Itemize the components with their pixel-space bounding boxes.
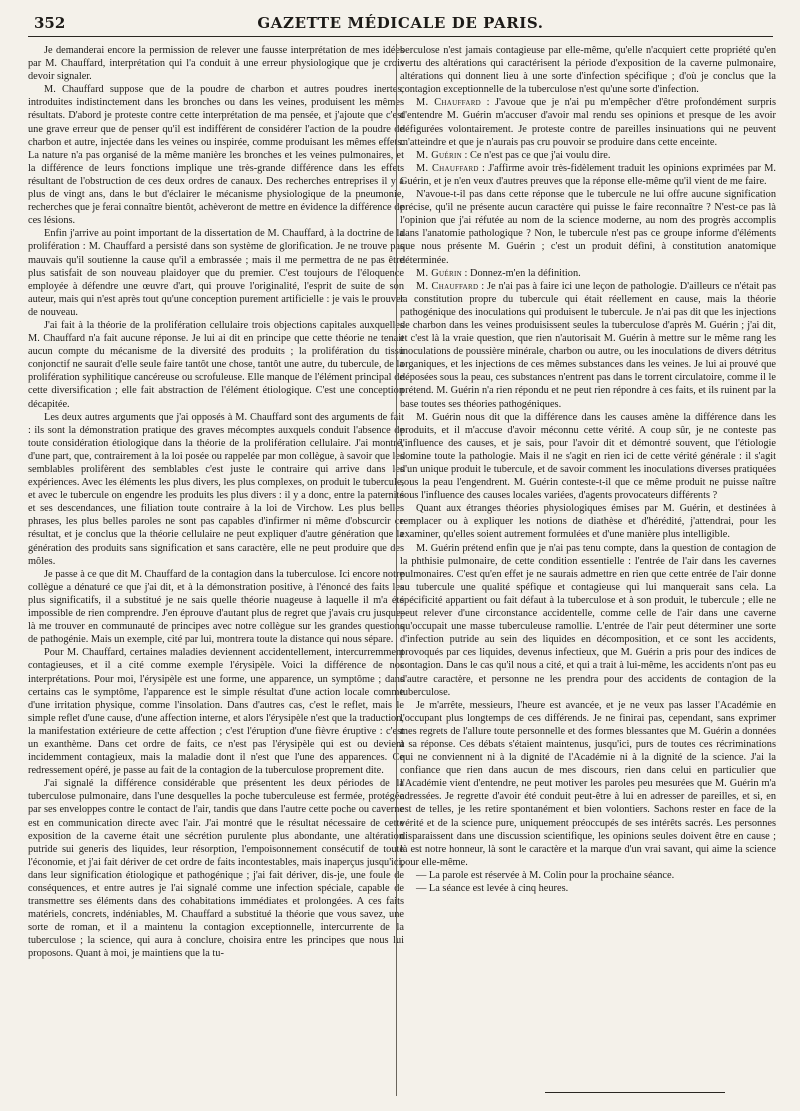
paragraph xyxy=(28,319,404,411)
paragraph-text: : Donnez-m'en la définition. xyxy=(461,267,581,279)
paragraph xyxy=(400,699,776,869)
paragraph xyxy=(28,777,404,960)
paragraph-text: M. Guérin prétend enfin que je n'ai pas tenu compte, dans la question de contagion de la phthisie pulmonaire, de cette condition essentielle : l'entrée de l'air dans les cavernes pulmonaires. C'est qu'en effet je ne saurais admettre en rien que cette entrée de l'air donne au tubercule une qualité spéfique et contagieuse qui lui manquerait sans cela. La spécificité appartient ou fait défaut à la tuberculose et à son produit, le tubercule ; elle ne peut relever d'une circonstance accidentelle, comme celle de l'air dans une caverne qu'occupait une masse tuberculeuse ramollie. L'entrée de l'air peut déterminer une sorte d'infection putride au sein des liquides en décomposition, et ce sont les accidents, provoqués par ces liquides, devenus infectieux, que M. Guérin a pris pour des indices de contagion. Dans le cas qu'il nous a cité, et qui a trait à lui-même, les accidents n'ont pas eu d'autre caractère, et personne ne les prendra pour des accidents de contagion de la tuberculose. xyxy=(400,542,776,698)
paragraph-text: Je demanderai encore la permission de relever une fausse interprétation de mes idées par M. Chauffard, interprétation qui l'a conduit à une erreur physiologique que je crois devoir signaler. xyxy=(28,45,404,83)
paragraph-text: : Ce n'est pas ce que j'ai voulu dire. xyxy=(461,149,611,161)
paragraph-text: J'ai signalé la différence considérable que présentent les deux périodes de la tuberculose pulmonaire, dans l'une desquelles la poche tuberculeuse est fermée, protégée par ses enveloppes contre le contact de l'air, tandis que dans l'autre cette poche ou caverne est en communication directe avec l'air. J'ai montré que le résultat nécessaire de cette exposition de la caverne était une sécrétion purulente plus abondante, une altération putride sui generis des liquides, leur résorption, l'empoisonnement consécutif de toute l'économie, et j'ai fait dériver de cet ordre de faits incontestables, mais inaperçus jusqu'ici, dans leur signification étiologique et pathogénique ; j'ai fait dériver, dis-je, une foule de conséquences, et entre autres je l'ai signalé comme une infection spéciale, capable de transmettre ses éléments dans des cohabitations immédiates et prolongées. A ces faits matériels, concrets, indéniables, M. Chauffard a substitué la théorie que vous savez, une sorte de roman, et il a maintenu la contagion exceptionnelle, intercurrente de la tuberculose ; la science, qui aura à conclure, choisira entre les principes que nous lui proposons. Quant à moi, je maintiens que la tu- xyxy=(28,778,404,960)
paragraph-text: N'avoue-t-il pas dans cette réponse que le tubercule ne lui offre aucune signification précise, qu'il ne présente aucun caractère qui puisse le faire reconnaître ? N'est-ce pas là l'opinion que j'ai réfutée au nom de la science moderne, au nom des progrès accomplis dans l'anatomie pathologique ? Non, le tubercule n'est pas ce groupe informe d'éléments que nous présente M. Guérin ; c'est un produit défini, à constitution anatomique déterminée. xyxy=(400,189,776,266)
paragraph xyxy=(28,646,404,777)
paragraph-text: M. Guérin nous dit que la différence dans les causes amène la différence dans les produits, et il m'accuse d'avoir méconnu cette vérité. A coup sûr, je ne conteste pas l'influence des causes, et je sais, pour l'avoir dit et démontré souvent, que l'étiologie domine toute la pathologie. Mais il ne s'agit en rien ici de cette vérité générale : il s'agit d'un unique produit le tubercule, et de savoir comment les inoculations diverses pratiquées sous la peau l'engendrent. M. Guérin conteste-t-il que ce même produit ne puisse naître sous l'influence des causes locales variées, d'agents provocateurs différents ? xyxy=(400,411,776,502)
speaker-name: M. Guérin xyxy=(416,267,462,279)
paragraph-text: Enfin j'arrive au point important de la dissertation de M. Chauffard, à la doctrine de la prolifération : M. Chauffard a persisté dans son système de glorification. Je ne trouve pas mauvais qu'il soutienne la cause qu'il a embrassée ; mais il me permettra de ne pas être plus satisfait de son nouveau plaidoyer que du premier. C'est toujours de l'éloquence employée à défendre une œuvre d'art, qui prouve l'originalité, l'esprit de suite de son auteur, mais qui n'est après tout qu'une conception purement artificielle : je vais le prouver de nouveau. xyxy=(28,228,404,318)
paragraph-text: berculose n'est jamais contagieuse par elle-même, qu'elle n'acquiert cette propriété qu'en vertu des altérations qui caractérisent la période d'exposition de la caverne pulmonaire, altérations qui donnent lieu à une sorte d'infection spécifique ; d'où je conclus que la contagion exceptionnelle de la tuberculose n'est qu'une sorte d'infection. xyxy=(400,45,776,96)
paragraph xyxy=(28,83,404,227)
paragraph xyxy=(400,188,776,267)
speaker-name: M. Guérin xyxy=(416,149,462,161)
end-rule xyxy=(545,1092,725,1093)
page-number: 352 xyxy=(34,14,66,32)
paragraph xyxy=(400,411,776,503)
journal-title: GAZETTE MÉDICALE DE PARIS. xyxy=(257,14,544,32)
paragraph xyxy=(400,44,776,96)
paragraph-text: Je m'arrête, messieurs, l'heure est avancée, et je ne veux pas lasser l'Académie en l'occupant plus longtemps de ces différends. Je ne finirai pas, cependant, sans exprimer mes regrets de l'allure toute personnelle et des formes blessantes que M. Guérin a données à sa réponse. Ces débats s'étaient maintenus, jusqu'ici, purs de toutes ces récriminations qui ne conviennent ni à la dignité de l'Académie ni à la dignité de la science. J'ai la confiance que rien dans aucun de mes discours, rien dans celui en particulier que l'Académie vient d'entendre, ne peut motiver les paroles peu mesurées que M. Guérin m'a adressées. Je regrette d'avoir été conduit peut-être à lui en adresser de pareilles, et si, en est de telles, je les retire spontanément et bien volontiers. Sachons rester en face de la vérité et de la science pure, uniquement préoccupés de ses intérêts sacrés. Les personnes disparaissent dans une discussion scientifique, les opinions seules doivent être en cause ; là est notre honneur, là sont le caractère et la marque d'un vrai savant, qui aime la science pour elle-même. xyxy=(400,699,776,868)
paragraph-text: Quant aux étranges théories physiologiques émises par M. Guérin, et destinées à remplacer ou à expliquer les notions de diathèse et d'hérédité, j'attendrai, pour les examiner, qu'elles soient autrement formulées et d'une manière plus intelligible. xyxy=(400,503,776,541)
speaker-paragraph xyxy=(400,267,776,280)
right-column xyxy=(400,44,776,1094)
paragraph xyxy=(28,568,404,647)
left-column xyxy=(28,44,404,1094)
paragraph-text: — La parole est réservée à M. Colin pour la prochaine séance. xyxy=(416,869,675,881)
paragraph-text: M. Chauffard suppose que de la poudre de charbon et autres poudres inertes, introduites indistinctement dans les bronches ou dans les veines, produisent les mêmes résultats. D'abord je proteste contre cette interprétation de ma pensée, et j'ajoute que c'est une grave erreur que de penser qu'il est indifférent de considérer l'action de la poudre de charbon et autre, injectée dans les veines ou inspirée, comme produisant les mêmes effets. La nature n'a pas organisé de la même manière les bronches et les veines pulmonaires, et la différence de leurs fonctions implique une très-grande différence dans les effets résultant de l'obstruction de ces deux ordres de canaux. Des recherches entreprises il y a plus de vingt ans, dans le but d'éclairer le mécanisme physiologique de la pneumonie, recherches que je ferai connaître bientôt, achèveront de mettre en évidence la différence de ces lésions. xyxy=(28,84,404,227)
paragraph-text: — La séance est levée à cinq heures. xyxy=(416,883,569,894)
paragraph xyxy=(28,44,404,83)
speaker-paragraph xyxy=(400,162,776,188)
speaker-name: M. Chauffard xyxy=(416,280,479,292)
paragraph-text: Pour M. Chauffard, certaines maladies deviennent accidentellement, intercurremment contagieuses, et il a cité comme exemple l'érysipèle. Voici la différence de nos interprétations. Pour moi, l'érysipèle est une forme, une apparence, un symptôme ; dans certains cas le symptôme, l'apparence est le simple résultat d'une action locale comme d'une irritation physique, comme l'insolation. Dans d'autres cas, c'est le reflet, mais le simple reflet d'une cause, d'une affection interne, et alors l'érysipèle n'est que la traduction, la manifestation extérieure de cette affection ; c'est l'éruption d'une fièvre éruptive : c'est un exanthème. Dans cet ordre de faits, ce n'est pas l'érysipèle qui est ou devient incidemment contagieux, mais la maladie dont il n'est que l'une des apparences. Ce redressement opéré, je passe au fait de la contagion de la tuberculose proprement dite. xyxy=(28,647,404,777)
paragraph-text: : Je n'ai pas à faire ici une leçon de pathologie. D'ailleurs ce n'était pas la constitution propre du tubercule qui était réellement en cause, mais la théorie pathogénique des inoculations qui produisent le tubercule. Je n'ai pas dit que les injections de charbon dans les veines produisissent seules la tuberculose d'après M. Guérin ; j'ai dit, et c'est là la vraie question, que rien n'autorisait M. Guérin à mettre sur le même rang les inoculations de poussière minérale, charbon ou autre, ou les inoculations de divers détritus organiques, et les injections de ces mêmes substances dans les veines. Je lui ai prouvé que déposées sous la peau, ces substances n'entrent pas dans le torrent circulatoire, comme il le prétend. M. Guérin n'a rien répondu et ne peut rien répondre à ces faits, et ils ruinent par la base toutes ses théories pathogéniques. xyxy=(400,280,776,410)
speaker-paragraph xyxy=(400,280,776,411)
speaker-name: M. Chauffard xyxy=(416,162,479,174)
paragraph xyxy=(28,227,404,319)
paragraph-text: : J'affirme avoir très-fidèlement traduit les opinions exprimées par M. Guérin, et je n'en veux d'autres preuves que la réponse elle-même qu'il vient de me faire. xyxy=(400,162,776,187)
paragraph xyxy=(400,542,776,699)
closing-note xyxy=(400,869,776,882)
page-header xyxy=(28,12,773,37)
speaker-paragraph xyxy=(400,149,776,162)
closing-note xyxy=(400,882,776,895)
paragraph-text: Les deux autres arguments que j'ai opposés à M. Chauffard sont des arguments de fait : ils sont la démonstration pratique des graves mécomptes auxquels conduit l'absence de toute considération étiologique dans la théorie de la prolifération cellulaire. J'ai montré, d'une part, que, contrairement à la loi posée ou rappelée par mon collègue, à savoir que les semblables prolifèrent des semblables c'est juste le contraire qui arrive dans les expériences. Avec les éléments les plus divers, les plus complexes, on produit le tubercule, et avec le tubercule on engendre les produits les plus divers : il y a donc, entre la paternité et ses descendances, une filiation toute contraire à la loi de Virchow. Les plus belles phrases, les plus belles paroles ne sont pas capables d'infirmer ni même d'obscurcir ce résultat, et je conclus que la théorie cellulaire ne peut expliquer d'autre génération que la génération des produits sans signification et sans caractère, elle ne peut produire que des môles. xyxy=(28,411,404,567)
paragraph-text: : J'avoue que je n'ai pu m'empêcher d'être profondément surpris d'entendre M. Guérin m'accuser d'avoir mal rendu ses opinions et presque de les avoir défigurées volontairement. Je proteste contre de pareilles insinuations qui ne peuvent m'atteindre et que je n'aurais pas cru pouvoir se produire dans cette enceinte. xyxy=(400,97,776,148)
column-divider xyxy=(396,44,397,1096)
paragraph-text: J'ai fait à la théorie de la prolifération cellulaire trois objections capitales auxquelles M. Chauffard n'a fait aucune réponse. Je lui ai dit en principe que cette théorie ne tenait aucun compte du mécanisme de la diversité des produits ; la prolifération du tissu conjonctif ne saurait d'elle seule faire tantôt une chose, tantôt une autre, du tubercule, de la prolifération syphilitique cancéreuse ou scrofuleuse. Elle manque de l'élément principal de cette diversification ; elle fait abstraction de l'élément étiologique. C'est une conception décapitée. xyxy=(28,319,404,410)
paragraph-text: Je passe à ce que dit M. Chauffard de la contagion dans la tuberculose. Ici encore notre collègue a dénaturé ce que j'ai dit, et à la démonstration positive, à l'énoncé des faits les plus significatifs, il a substitué je ne sais quelle théorie nuageuse à laquelle il m'a été impossible de rien comprendre. J'en éprouve d'autant plus de regret que j'avais cru jusque-là me trouver en communauté de principes avec notre collègue sur les grandes questions de pathogénie. Mais un exemple, cité par lui, montrera toute la distance qui nous sépare. xyxy=(28,568,404,646)
paragraph xyxy=(28,411,404,568)
speaker-name: M. Chauffard xyxy=(416,97,482,109)
speaker-paragraph xyxy=(400,96,776,148)
paragraph xyxy=(400,502,776,541)
